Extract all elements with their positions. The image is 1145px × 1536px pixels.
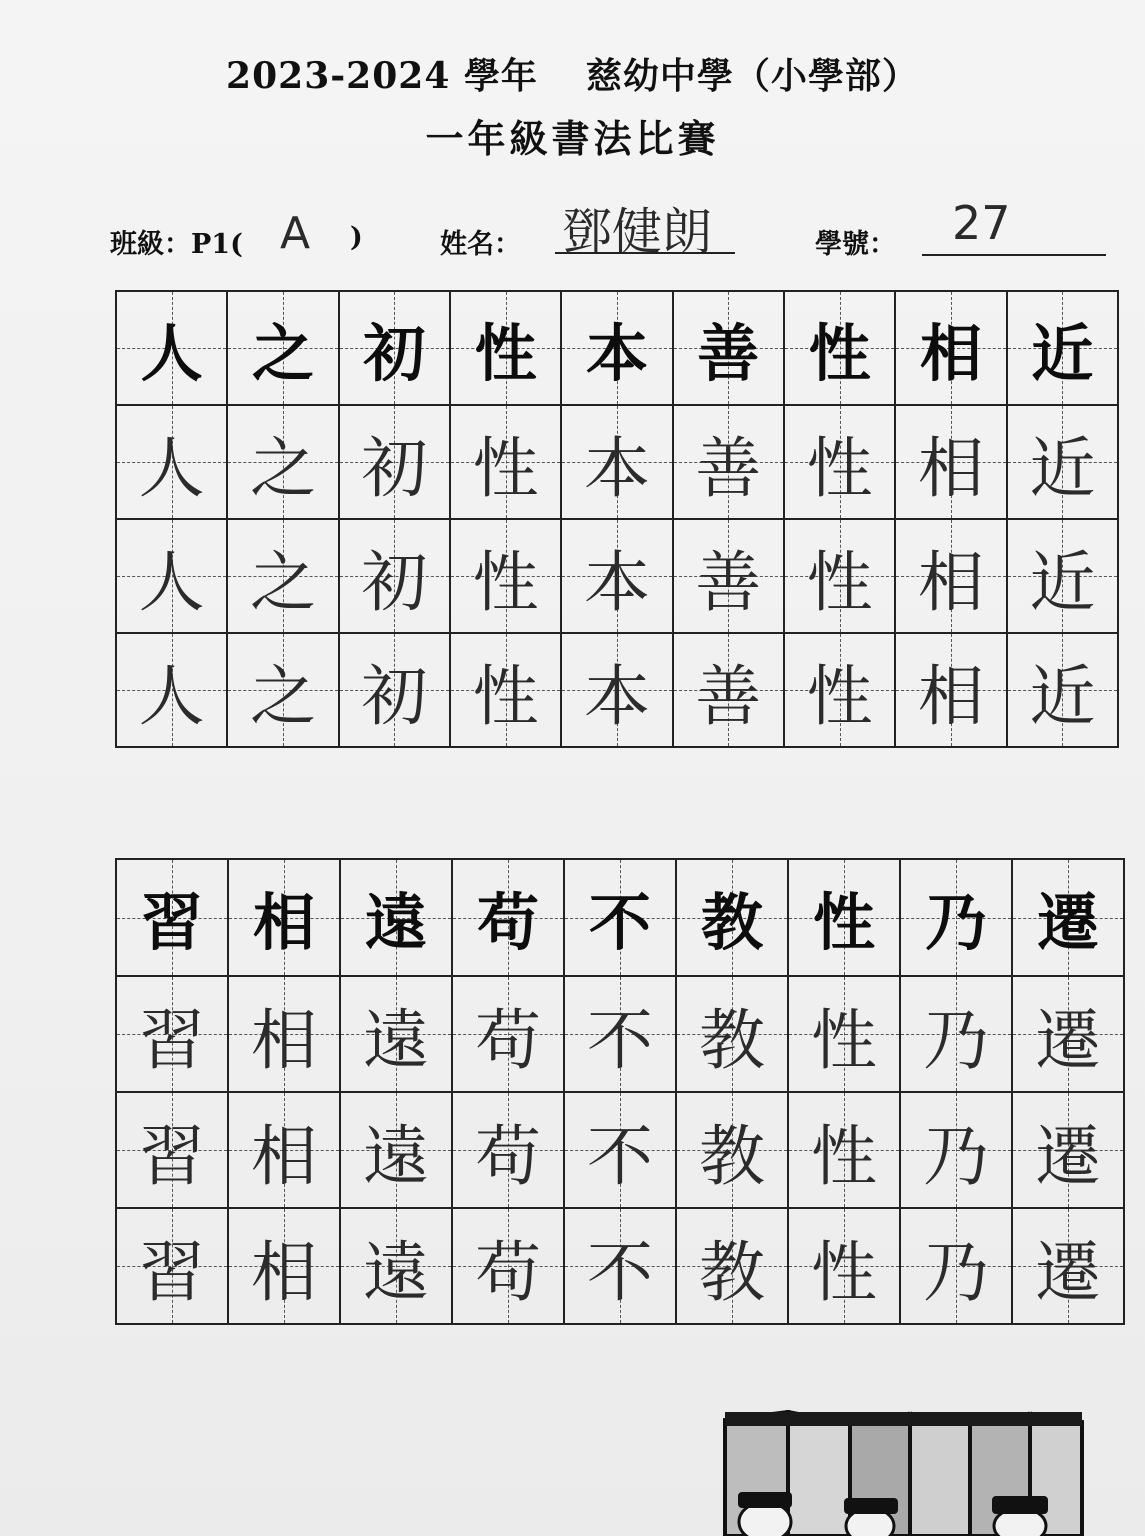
grid-cell xyxy=(339,291,450,405)
grid-cell xyxy=(227,405,338,519)
worksheet-title xyxy=(0,48,1145,99)
written-character: 相 xyxy=(917,429,984,507)
grid-cell xyxy=(900,859,1012,976)
written-character: 遠 xyxy=(363,1117,429,1195)
written-character: 習 xyxy=(139,1001,205,1079)
written-character: 本 xyxy=(583,657,650,735)
written-character: 遷 xyxy=(1035,1233,1101,1311)
grid-cell xyxy=(1012,976,1124,1092)
written-character: 本 xyxy=(583,429,650,507)
written-character: 初 xyxy=(361,657,428,735)
student-info xyxy=(110,196,1110,270)
grid-cell xyxy=(340,859,452,976)
written-character: 苟 xyxy=(475,1233,541,1311)
grid-cell xyxy=(1012,859,1124,976)
written-character: 之 xyxy=(249,657,316,735)
model-character: 相 xyxy=(919,316,982,390)
grid-cell xyxy=(561,519,672,633)
grid-cell xyxy=(895,405,1006,519)
written-character: 性 xyxy=(472,429,539,507)
practice-row xyxy=(116,633,1118,747)
written-character: 性 xyxy=(806,657,873,735)
written-character: 習 xyxy=(139,1117,205,1195)
written-character: 相 xyxy=(251,1233,317,1311)
written-character: 近 xyxy=(1029,657,1096,735)
grid-cell xyxy=(227,633,338,747)
written-character: 善 xyxy=(695,657,762,735)
written-character: 教 xyxy=(699,1233,765,1311)
school-name: 慈幼中學（小學部） xyxy=(585,55,919,97)
written-character: 相 xyxy=(251,1001,317,1079)
grid-cell xyxy=(450,405,561,519)
written-character: 初 xyxy=(361,429,428,507)
practice-row xyxy=(116,405,1118,519)
decorative-illustration xyxy=(720,1410,1090,1536)
grid-cell xyxy=(452,1092,564,1208)
model-row xyxy=(116,291,1118,405)
written-character: 人 xyxy=(138,429,205,507)
grid-cell xyxy=(340,1208,452,1324)
grid-cell xyxy=(676,1208,788,1324)
grid-cell xyxy=(564,1092,676,1208)
grid-cell xyxy=(564,1208,676,1324)
grid-cell xyxy=(339,405,450,519)
written-character: 遠 xyxy=(363,1001,429,1079)
model-character: 乃 xyxy=(924,886,987,959)
grid-cell xyxy=(228,859,340,976)
written-character: 乃 xyxy=(923,1233,989,1311)
model-character: 人 xyxy=(140,316,203,390)
practice-grid-1 xyxy=(115,290,1119,748)
grid-cell xyxy=(673,291,784,405)
written-character: 初 xyxy=(361,543,428,621)
grid-cell xyxy=(450,291,561,405)
model-character: 本 xyxy=(585,316,648,390)
written-character: 遷 xyxy=(1035,1117,1101,1195)
written-character: 苟 xyxy=(475,1001,541,1079)
grid-cell xyxy=(340,1092,452,1208)
grid-cell xyxy=(673,519,784,633)
written-character: 近 xyxy=(1029,429,1096,507)
class-label: 班級：P1( xyxy=(110,229,243,260)
written-character: 不 xyxy=(587,1117,653,1195)
name-value: 鄧健朗 xyxy=(562,203,712,261)
grid-cell xyxy=(450,519,561,633)
grid-cell xyxy=(676,976,788,1092)
grid-cell xyxy=(227,519,338,633)
grid-cell xyxy=(228,1208,340,1324)
grid-cell xyxy=(784,405,895,519)
grid-cell xyxy=(564,859,676,976)
grid-cell xyxy=(788,976,900,1092)
grid-cell xyxy=(340,976,452,1092)
grid-cell xyxy=(561,291,672,405)
grid-cell xyxy=(895,633,1006,747)
grid-cell xyxy=(561,633,672,747)
written-character: 人 xyxy=(138,657,205,735)
model-character: 性 xyxy=(812,886,875,959)
grid-cell xyxy=(900,1092,1012,1208)
model-character: 善 xyxy=(697,316,760,390)
written-character: 教 xyxy=(699,1001,765,1079)
model-character: 遠 xyxy=(364,886,427,959)
practice-row xyxy=(116,976,1124,1092)
grid-cell xyxy=(1007,633,1118,747)
name-underline xyxy=(555,252,735,254)
written-character: 遷 xyxy=(1035,1001,1101,1079)
grid-cell xyxy=(339,633,450,747)
number-label: 學號： xyxy=(815,229,896,260)
written-character: 善 xyxy=(695,543,762,621)
grid-cell xyxy=(227,291,338,405)
written-character: 性 xyxy=(811,1233,877,1311)
school-year: 2023-2024 學年 xyxy=(226,55,538,97)
written-character: 不 xyxy=(587,1001,653,1079)
grid-cell xyxy=(1007,519,1118,633)
class-value: A xyxy=(280,208,311,259)
model-character: 性 xyxy=(474,316,537,390)
grid-cell xyxy=(673,633,784,747)
model-character: 初 xyxy=(363,316,426,390)
grid-cell xyxy=(228,976,340,1092)
grid-cell xyxy=(452,976,564,1092)
practice-grid-2 xyxy=(115,858,1125,1325)
class-close: ) xyxy=(350,222,363,253)
written-character: 近 xyxy=(1029,543,1096,621)
practice-row xyxy=(116,1208,1124,1324)
practice-row xyxy=(116,1092,1124,1208)
written-character: 習 xyxy=(139,1233,205,1311)
model-character: 不 xyxy=(588,886,651,959)
grid-cell xyxy=(673,405,784,519)
grid-cell xyxy=(895,519,1006,633)
written-character: 乃 xyxy=(923,1001,989,1079)
written-character: 性 xyxy=(806,429,873,507)
grid-cell xyxy=(450,633,561,747)
grid-cell xyxy=(788,1092,900,1208)
grid-cell xyxy=(1012,1092,1124,1208)
written-character: 性 xyxy=(811,1117,877,1195)
grid-cell xyxy=(784,633,895,747)
grid-cell xyxy=(561,405,672,519)
competition-title: 一年級書法比賽 xyxy=(425,116,720,161)
grid-cell xyxy=(900,976,1012,1092)
grid-cell xyxy=(1012,1208,1124,1324)
model-character: 相 xyxy=(252,886,315,959)
grid-cell xyxy=(452,859,564,976)
grid-cell xyxy=(452,1208,564,1324)
grid-cell xyxy=(784,291,895,405)
written-character: 不 xyxy=(587,1233,653,1311)
grid-cell xyxy=(116,633,227,747)
grid-cell xyxy=(116,519,227,633)
written-character: 相 xyxy=(917,543,984,621)
written-character: 性 xyxy=(806,543,873,621)
written-character: 性 xyxy=(472,543,539,621)
grid-cell xyxy=(228,1092,340,1208)
grid-cell xyxy=(676,859,788,976)
written-character: 之 xyxy=(249,429,316,507)
model-row xyxy=(116,859,1124,976)
model-character: 之 xyxy=(251,316,314,390)
grid-cell xyxy=(784,519,895,633)
written-character: 善 xyxy=(695,429,762,507)
name-label: 姓名： xyxy=(440,229,521,260)
grid-cell xyxy=(116,1092,228,1208)
model-character: 性 xyxy=(808,316,871,390)
written-character: 乃 xyxy=(923,1117,989,1195)
written-character: 遠 xyxy=(363,1233,429,1311)
model-character: 近 xyxy=(1031,316,1094,390)
grid-cell xyxy=(116,976,228,1092)
grid-cell xyxy=(788,859,900,976)
grid-cell xyxy=(900,1208,1012,1324)
grid-cell xyxy=(676,1092,788,1208)
written-character: 性 xyxy=(811,1001,877,1079)
written-character: 相 xyxy=(251,1117,317,1195)
written-character: 教 xyxy=(699,1117,765,1195)
grid-cell xyxy=(1007,291,1118,405)
practice-row xyxy=(116,519,1118,633)
grid-cell xyxy=(564,976,676,1092)
grid-cell xyxy=(895,291,1006,405)
scholar-figures-icon xyxy=(738,1492,1048,1536)
written-character: 性 xyxy=(472,657,539,735)
written-character: 本 xyxy=(583,543,650,621)
grid-cell xyxy=(339,519,450,633)
grid-cell xyxy=(116,859,228,976)
model-character: 苟 xyxy=(476,886,539,959)
model-character: 遷 xyxy=(1036,886,1099,959)
grid-cell xyxy=(1007,405,1118,519)
model-character: 教 xyxy=(700,886,763,959)
written-character: 苟 xyxy=(475,1117,541,1195)
grid-cell xyxy=(788,1208,900,1324)
grid-cell xyxy=(116,405,227,519)
written-character: 人 xyxy=(138,543,205,621)
number-underline xyxy=(922,254,1106,256)
grid-cell xyxy=(116,1208,228,1324)
written-character: 相 xyxy=(917,657,984,735)
model-character: 習 xyxy=(140,886,203,959)
grid-cell xyxy=(116,291,227,405)
student-number-value: 27 xyxy=(952,196,1011,250)
written-character: 之 xyxy=(249,543,316,621)
